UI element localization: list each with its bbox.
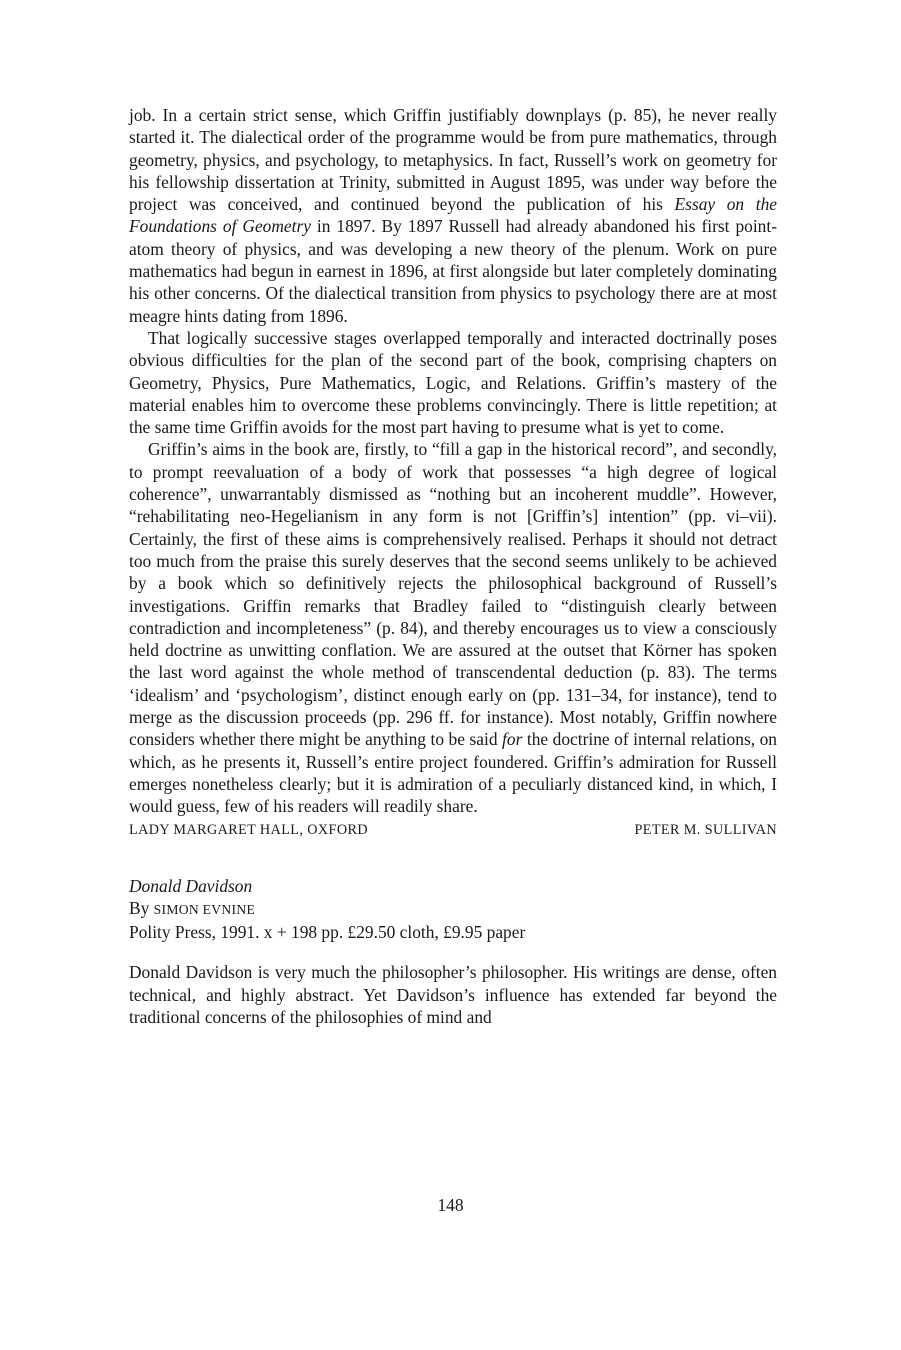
reviewer-affiliation: LADY MARGARET HALL, OXFORD [129,821,368,838]
reviewer-name: PETER M. SULLIVAN [634,821,777,838]
page-content [129,104,777,1028]
publication-details: Polity Press, 1991. x + 198 pp. £29.50 cloth, £9.95 paper [129,922,526,943]
text-run: the doctrine of internal relations, on which, as he presents it, Russell’s entire project foundered. Griffin’s admiration for Russell emerges nonetheless clearly; but it is admiration of a peculiarly distanced kind, in which, I would guess, few of his readers will readily share. [129,729,777,817]
book-title: Donald Davidson [129,875,253,896]
by-label: By [129,897,154,918]
review-paragraph-1 [129,104,777,327]
text-run: job. In a certain strict sense, which Griffin justifiably downplays (p. 85), he never really started it. The dialectical order of the programme would be from pure mathematics, through geometry, physics, and psychology, to metaphysics. In fact, Russell’s work on geometry for his fellowship dissertation at Trinity, submitted in August 1895, was under way before the project was conceived, and continued beyond the publication of his [129,105,777,215]
review-paragraph-3 [129,438,777,817]
book-author: SIMON EVNINE [153,901,256,917]
review-paragraph-2: That logically successive stages overlapped temporally and interacted doctrinally poses obvious difficulties for the plan of the second part of the book, comprising chapters on Geometry, Physics, Pure Mathematics, Logic, and Relations. Griffin’s mastery of the material enables him to overcome these problems convincingly. There is little repetition; at the same time Griffin avoids for the most part having to presume what is yet to come. [129,327,777,438]
cited-book-title: Essay on the Foundations of Geometry [129,194,778,237]
page-number: 148 [437,1195,464,1215]
book-author-line [129,897,777,921]
emphasis: for [502,729,523,750]
text-run: Griffin’s aims in the book are, firstly, to “fill a gap in the historical record”, and secondly, to prompt reevaluation of a body of work that possesses “a high degree of logical coherence”, unwarrantably dismissed as “nothing but an incoherent muddle”. However, “rehabilitating neo-Hegelianism in any form is not [Griffin’s] intention” (pp. vi–vii). Certainly, the first of these aims is comprehensively realised. Perhaps it should not detract too much from the praise this surely deserves that the second seems unlikely to be achieved by a book which so definitively rejects the philosophical background of Russell’s investigations. Griffin remarks that Bradley failed to “distinguish clearly between contradiction and incompleteness” (p. 84), and thereby encourages us to view a consciously held doctrine as unwitting conflation. We are assured at the outset that Körner has spoken the last word against the whole method of transcendental deduction (p. 83). The terms ‘idealism’ and ‘psychologism’, distinct enough early on (pp. 131–34, for instance), tend to merge as the discussion proceeds (pp. 296 ff. for instance). Most notably, Griffin nowhere considers whether there might be anything to be said [129,439,777,750]
review-body-paragraph: Donald Davidson is very much the philosopher’s philosopher. His writings are dense, often technical, and highly abstract. Yet Davidson’s influence has extended far beyond the traditional concerns of the philosophies of mind and [129,962,777,1027]
reviewer-signature [129,820,777,840]
text-run: in 1897. By 1897 Russell had already abandoned his first point-atom theory of physics, and was developing a new theory of the plenum. Work on pure mathematics had begun in earnest in 1896, at first alongside but later completely dominating his other concerns. Of the dialectical transition from physics to psychology there are at most meagre hints dating from 1896. [129,216,777,326]
review-heading [129,875,777,944]
